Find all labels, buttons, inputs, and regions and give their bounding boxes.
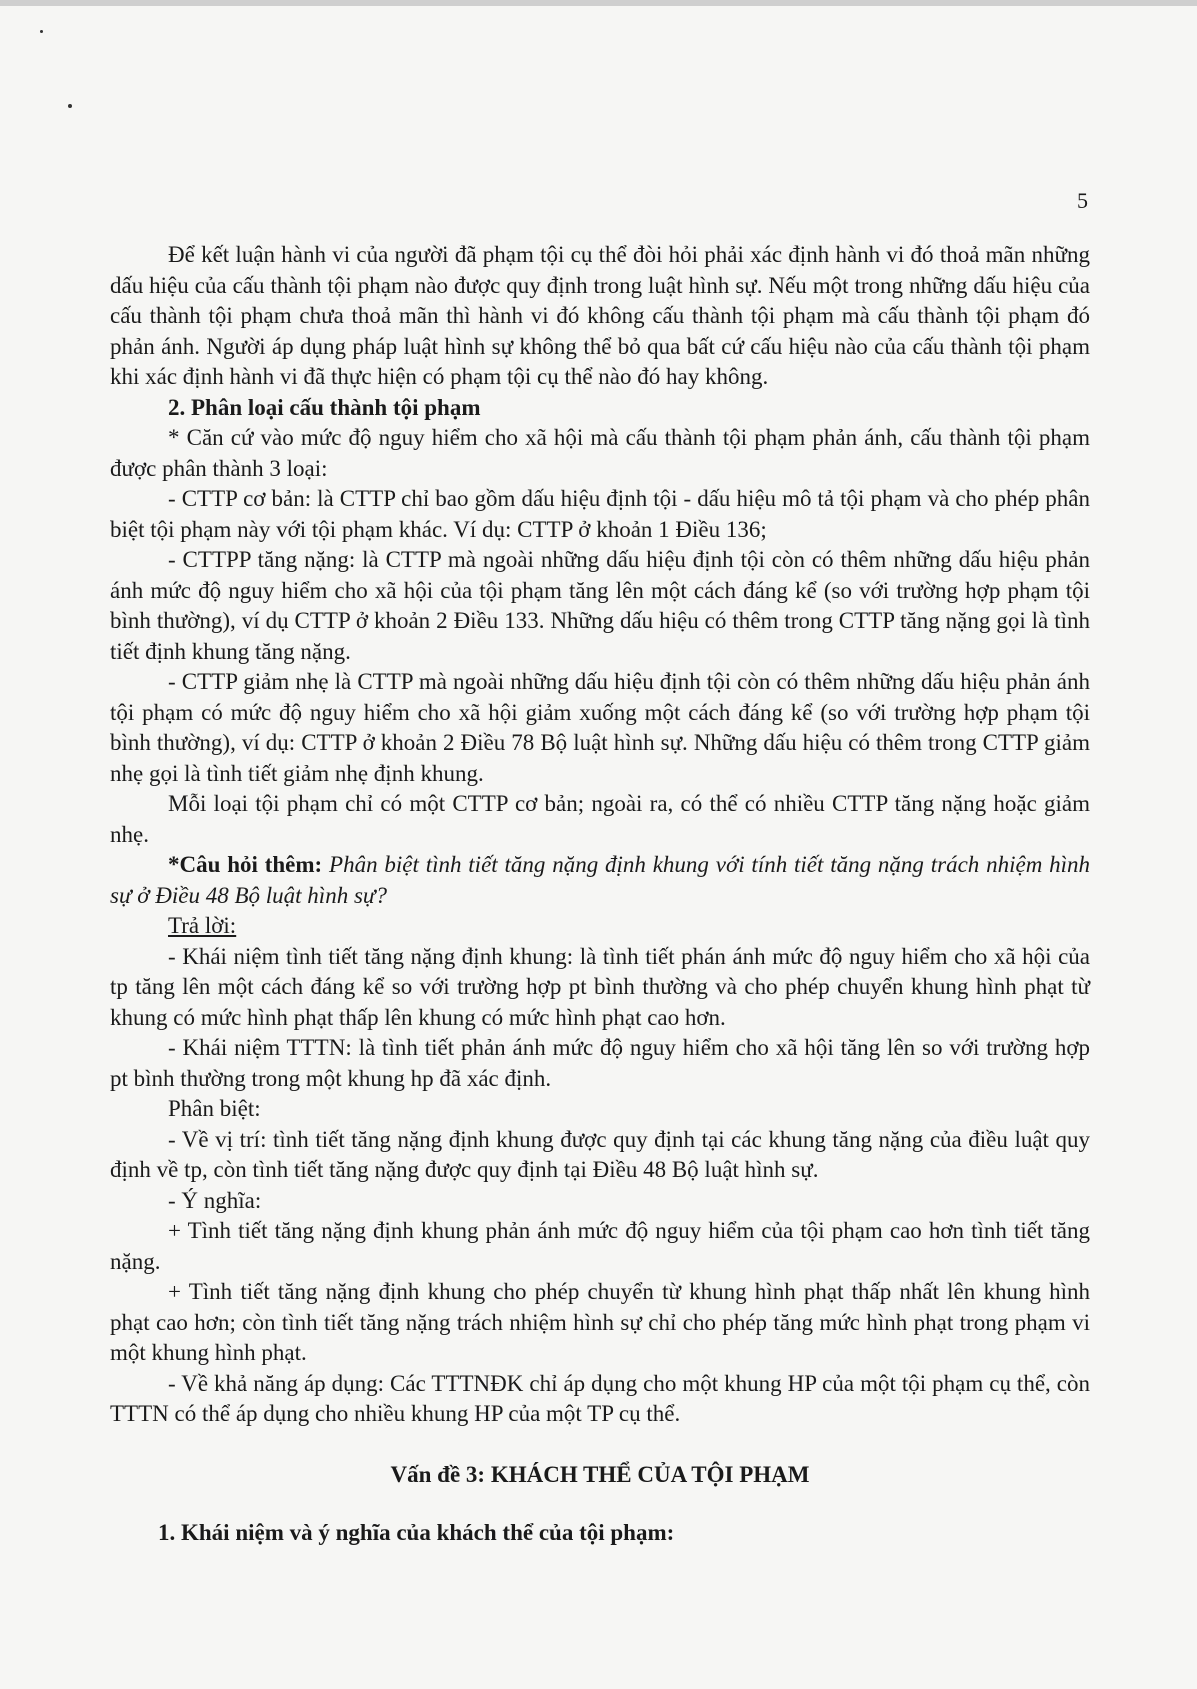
answer-distinguish: Phân biệt: — [168, 1096, 261, 1121]
answer-label: Trả lời: — [168, 913, 237, 938]
answer-label-line — [110, 911, 1090, 942]
scan-speck — [40, 30, 43, 33]
answer-concept1: - Khái niệm tình tiết tăng nặng định khung: là tình tiết phán ánh mức độ nguy hiểm cho xã hội của tp tăng lên một cách đáng kể so với trường hợp pt bình thường và cho phép chuyển khung hình phạt từ khung có mức hình phạt thấp lên khung có mức hình phạt cao hơn. — [110, 943, 1090, 1030]
answer-meaning1: + Tình tiết tăng nặng định khung phản ánh mức độ nguy hiểm của tội phạm cao hơn tình tiết tăng nặng. — [110, 1218, 1090, 1274]
page-number: 5 — [1077, 188, 1088, 213]
extra-question — [110, 850, 1090, 911]
section-intro: * Căn cứ vào mức độ nguy hiểm cho xã hội mà cấu thành tội phạm phản ánh, cấu thành tội phạm được phân thành 3 loại: — [110, 425, 1090, 481]
section-heading: 2. Phân loại cấu thành tội phạm — [168, 394, 481, 420]
question-label: *Câu hỏi thêm: — [168, 852, 323, 877]
answer-meaning2: + Tình tiết tăng nặng định khung cho phép chuyển từ khung hình phạt thấp nhất lên khung hình phạt cao hơn; còn tình tiết tăng nặng trách nhiệm hình sự chỉ cho phép tăng mức hình phạt trong phạm vi một khung hình phạt. — [110, 1279, 1090, 1365]
aggravated-cttp-paragraph: - CTTPP tăng nặng: là CTTP mà ngoài những dấu hiệu định tội còn có thêm những dấu hiệu phản ánh mức độ nguy hiểm cho xã hội của tội phạm tăng lên một cách đáng kể (so với trường hợp phạm tội bình thường), ví dụ CTTP ở khoản 2 Điều 133. Những dấu hiệu có thêm trong CTTP tăng nặng gọi là tình tiết định khung tăng nặng. — [110, 547, 1090, 664]
basic-cttp-paragraph: - CTTP cơ bản: là CTTP chỉ bao gồm dấu hiệu định tội - dấu hiệu mô tả tội phạm và cho phép phân biệt tội phạm này với tội phạm khác. Ví dụ: CTTP ở khoản 1 Điều 136; — [110, 486, 1090, 542]
answer-meaning: - Ý nghĩa: — [168, 1187, 262, 1213]
scan-speck — [68, 104, 72, 108]
document-body — [110, 240, 1090, 1549]
scan-edge — [0, 0, 1197, 6]
summary-paragraph: Mỗi loại tội phạm chỉ có một CTTP cơ bản; ngoài ra, có thể có nhiều CTTP tăng nặng hoặc giảm nhẹ. — [110, 791, 1090, 847]
mitigated-cttp-paragraph: - CTTP giảm nhẹ là CTTP mà ngoài những dấu hiệu định tội còn có thêm những dấu hiệu phản ánh tội phạm có mức độ nguy hiểm cho xã hội giảm xuống một cách đáng kể (so với trường hợp phạm tội bình thường), ví dụ: CTTP ở khoản 2 Điều 78 Bộ luật hình sự. Những dấu hiệu có thêm trong CTTP giảm nhẹ gọi là tình tiết giảm nhẹ định khung. — [110, 669, 1090, 786]
answer-concept2: - Khái niệm TTTN: là tình tiết phản ánh mức độ nguy hiểm cho xã hội tăng lên so với trường hợp pt bình thường trong một khung hp đã xác định. — [110, 1035, 1090, 1091]
answer-position: - Về vị trí: tình tiết tăng nặng định khung được quy định tại các khung tăng nặng của điều luật quy định về tp, còn tình tiết tăng nặng được quy định tại Điều 48 Bộ luật hình sự. — [110, 1126, 1090, 1182]
issue-subheading: 1. Khái niệm và ý nghĩa của khách thể của tội phạm: — [158, 1520, 675, 1545]
intro-paragraph: Để kết luận hành vi của người đã phạm tội cụ thể đòi hỏi phải xác định hành vi đó thoả mãn những dấu hiệu của cấu thành tội phạm nào được quy định trong luật hình sự. Nếu một trong những dấu hiệu của cấu thành tội phạm chưa thoả mãn thì hành vi đó không cấu thành tội phạm mà cấu thành tội phạm đó phản ánh. Người áp dụng pháp luật hình sự không thể bỏ qua bất cứ cấu hiệu nào của cấu thành tội phạm khi xác định hành vi đã thực hiện có phạm tội cụ thể nào đó hay không. — [110, 242, 1090, 389]
answer-applicability: - Về khả năng áp dụng: Các TTTNĐK chỉ áp dụng cho một khung HP của một tội phạm cụ thể, còn TTTN có thể áp dụng cho nhiều khung HP của một TP cụ thể. — [110, 1370, 1090, 1426]
question-text: Phân biệt tình tiết tăng nặng định khung với tính tiết tăng nặng trách nhiệm hình sự ở Điều 48 Bộ luật hình sự? — [110, 852, 1091, 908]
issue-heading: Vấn đề 3: KHÁCH THỂ CỦA TỘI PHẠM — [390, 1461, 810, 1487]
